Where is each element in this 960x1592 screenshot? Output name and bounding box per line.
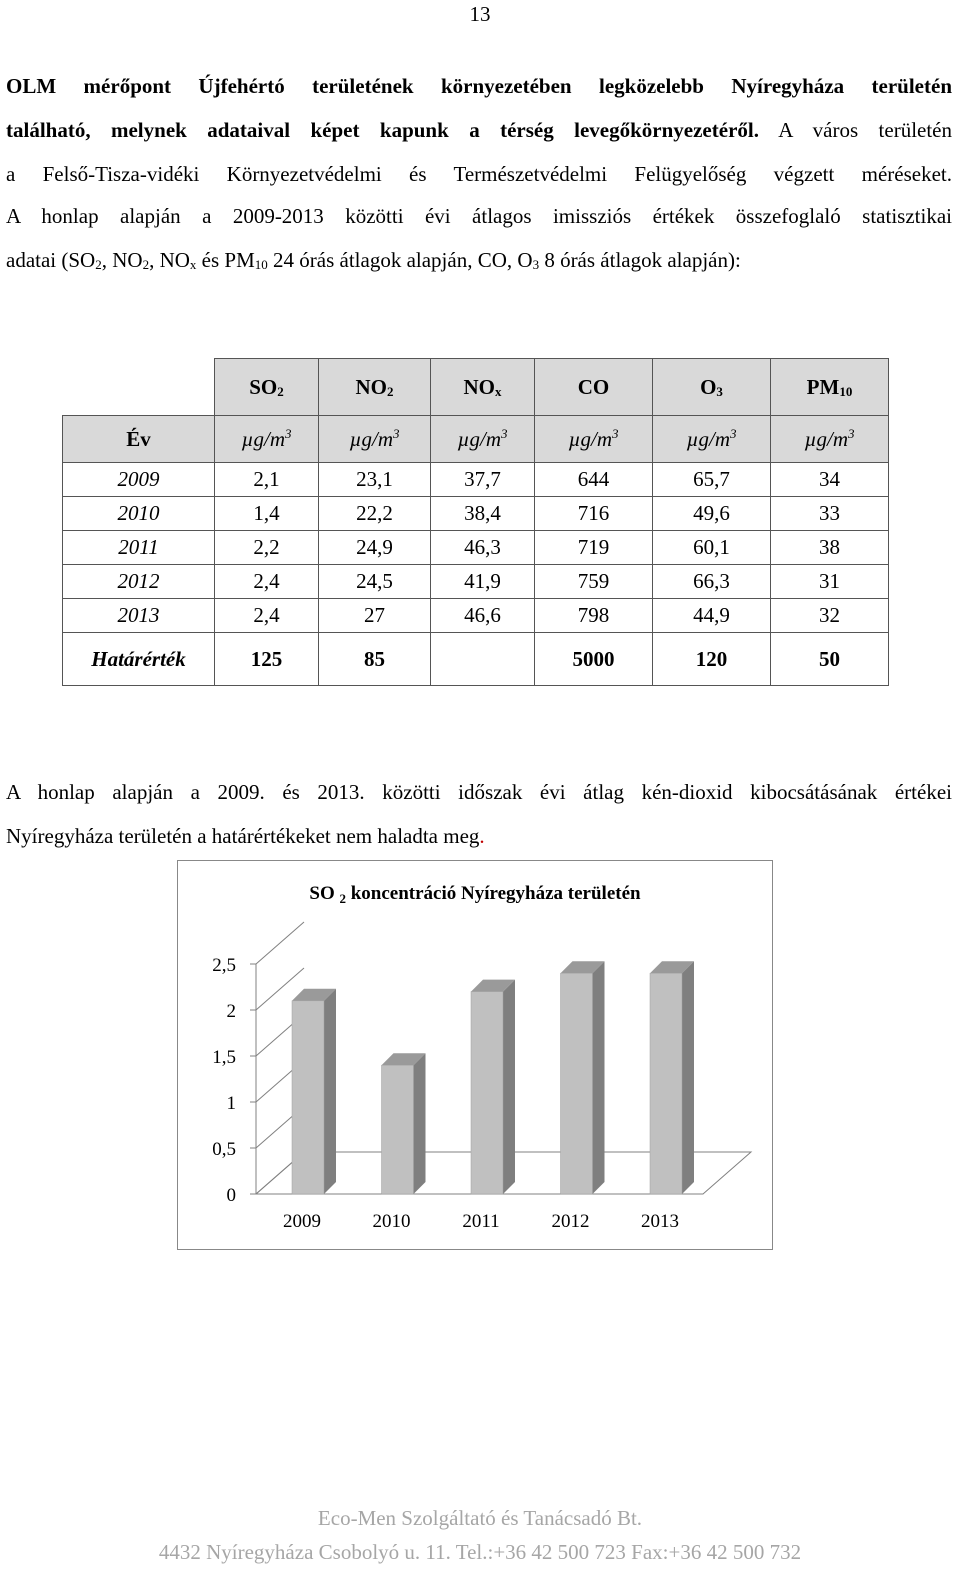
y-tick-label: 2 (226, 1001, 236, 1022)
y-depth-tick (256, 922, 304, 964)
limit-cell (431, 633, 535, 686)
x-tick-label: 2011 (462, 1211, 500, 1232)
value-cell: 33 (771, 497, 889, 531)
chart-bars (292, 961, 694, 1194)
value-cell: 27 (319, 599, 431, 633)
bar-front (471, 992, 503, 1194)
header-pm10: $PM_{10}$ (771, 359, 889, 416)
value-cell: 34 (771, 463, 889, 497)
so2-line-1: A honlap alapján a 2009. és 2013. közötti időszak évi átlag kén-dioxid kibocsátásának értékei (6, 780, 952, 804)
value-cell: 644 (535, 463, 653, 497)
emission-table (62, 358, 889, 686)
table-row (63, 497, 889, 531)
limit-cell: 85 (319, 633, 431, 686)
value-cell: 38 (771, 531, 889, 565)
table-row (63, 531, 889, 565)
value-cell: 44,9 (653, 599, 771, 633)
value-cell: 2,4 (215, 565, 319, 599)
bar-2010 (382, 1053, 426, 1194)
y-tick-label: 1 (226, 1093, 236, 1114)
bar-side (414, 1053, 426, 1194)
bar-side (324, 989, 336, 1194)
year-cell: 2011 (63, 531, 215, 565)
value-cell: 41,9 (431, 565, 535, 599)
year-cell: 2010 (63, 497, 215, 531)
page-number: 13 (469, 2, 491, 26)
value-cell: 46,3 (431, 531, 535, 565)
so2-line-2: Nyíregyháza területén a határértékeket nem haladta meg. (6, 824, 485, 848)
header-nox: $NO_x$ (431, 359, 535, 416)
bar-2009 (292, 989, 336, 1194)
value-cell: 23,1 (319, 463, 431, 497)
bar-front (650, 973, 682, 1194)
limit-cell: 120 (653, 633, 771, 686)
year-cell: 2012 (63, 565, 215, 599)
bar-front (382, 1065, 414, 1194)
table-row (63, 565, 889, 599)
chart-title: SO $_2$ koncentráció Nyíregyháza területén (309, 883, 641, 906)
value-cell: 2,2 (215, 531, 319, 565)
so2-paragraph (6, 770, 952, 858)
bar-2011 (471, 980, 515, 1194)
header-no2: $NO_2$ (319, 359, 431, 416)
footer-address: 4432 Nyíregyháza Csobolyó u. 11. Tel.:+36 42 500 723 Fax:+36 42 500 732 (158, 1540, 802, 1564)
value-cell: 24,9 (319, 531, 431, 565)
y-tick-label: 1,5 (212, 1047, 236, 1068)
stats-line-2: adatai ($SO_2$, $NO_2$, $NO_x$ és $PM_{10}$ 24 órás átlagok alapján, CO, $O_3$ 8 órás átlagok alapján): (6, 248, 741, 272)
x-tick-label: 2009 (283, 1211, 321, 1232)
value-cell: 1,4 (215, 497, 319, 531)
value-cell: 46,6 (431, 599, 535, 633)
value-cell: 32 (771, 599, 889, 633)
value-cell: 60,1 (653, 531, 771, 565)
unit-cell: $\mu g/m^3$ (653, 416, 771, 463)
value-cell: 719 (535, 531, 653, 565)
x-tick-label: 2010 (372, 1211, 411, 1232)
header-so2: $SO_2$ (215, 359, 319, 416)
unit-cell: $\mu g/m^3$ (215, 416, 319, 463)
value-cell: 66,3 (653, 565, 771, 599)
header-co: CO (535, 359, 653, 416)
y-tick-label: 2,5 (212, 955, 236, 976)
year-cell: 2013 (63, 599, 215, 633)
value-cell: 798 (535, 599, 653, 633)
limit-cell: 50 (771, 633, 889, 686)
bar-front (561, 973, 593, 1194)
stats-line-1: A honlap alapján a 2009-2013 közötti évi átlagos imissziós értékek összefoglaló statisztikai (6, 204, 952, 228)
value-cell: 65,7 (653, 463, 771, 497)
unit-cell: $\mu g/m^3$ (431, 416, 535, 463)
intro-line-3: a Felső-Tisza-vidéki Környezetvédelmi és Természetvédelmi Felügyelőség végzett méréseket. (6, 162, 952, 186)
table-unit-row (63, 416, 889, 463)
table-row (63, 599, 889, 633)
value-cell: 716 (535, 497, 653, 531)
so2-chart (177, 860, 773, 1250)
y-tick-label: 0,5 (212, 1139, 236, 1160)
x-tick-label: 2012 (551, 1211, 590, 1232)
value-cell: 2,1 (215, 463, 319, 497)
value-cell: 22,2 (319, 497, 431, 531)
bar-side (593, 961, 605, 1194)
bar-side (682, 961, 694, 1194)
bar-front (292, 1001, 324, 1194)
limit-cell: 5000 (535, 633, 653, 686)
limit-value-row (63, 633, 889, 686)
value-cell: 49,6 (653, 497, 771, 531)
value-cell: 38,4 (431, 497, 535, 531)
header-o3: $O_3$ (653, 359, 771, 416)
bar-2012 (561, 961, 605, 1194)
stats-paragraph (6, 194, 952, 287)
value-cell: 37,7 (431, 463, 535, 497)
y-tick-label: 0 (226, 1185, 236, 1206)
unit-cell: $\mu g/m^3$ (771, 416, 889, 463)
intro-line-2: található, melynek adataival képet kapunk a térség levegőkörnyezetéről. A város területén (6, 118, 953, 142)
chart-canvas (178, 861, 772, 1249)
value-cell: 2,4 (215, 599, 319, 633)
year-column-label: Év (63, 416, 215, 463)
bar-side (503, 980, 515, 1194)
table-header-row (63, 359, 889, 416)
unit-cell: $\mu g/m^3$ (535, 416, 653, 463)
footer-company: Eco-Men Szolgáltató és Tanácsadó Bt. (317, 1506, 643, 1530)
value-cell: 24,5 (319, 565, 431, 599)
value-cell: 31 (771, 565, 889, 599)
table-row (63, 463, 889, 497)
unit-cell: $\mu g/m^3$ (319, 416, 431, 463)
x-tick-label: 2013 (641, 1211, 679, 1232)
bar-2013 (650, 961, 694, 1194)
chart-labels (212, 955, 679, 1232)
intro-paragraph (6, 64, 952, 196)
table-corner (63, 359, 215, 416)
value-cell: 759 (535, 565, 653, 599)
intro-line-1: OLM mérőpont Újfehértó területének környezetében legközelebb Nyíregyháza területén (6, 74, 952, 98)
limit-cell: 125 (215, 633, 319, 686)
year-cell: 2009 (63, 463, 215, 497)
limit-label: Határérték (63, 633, 215, 686)
